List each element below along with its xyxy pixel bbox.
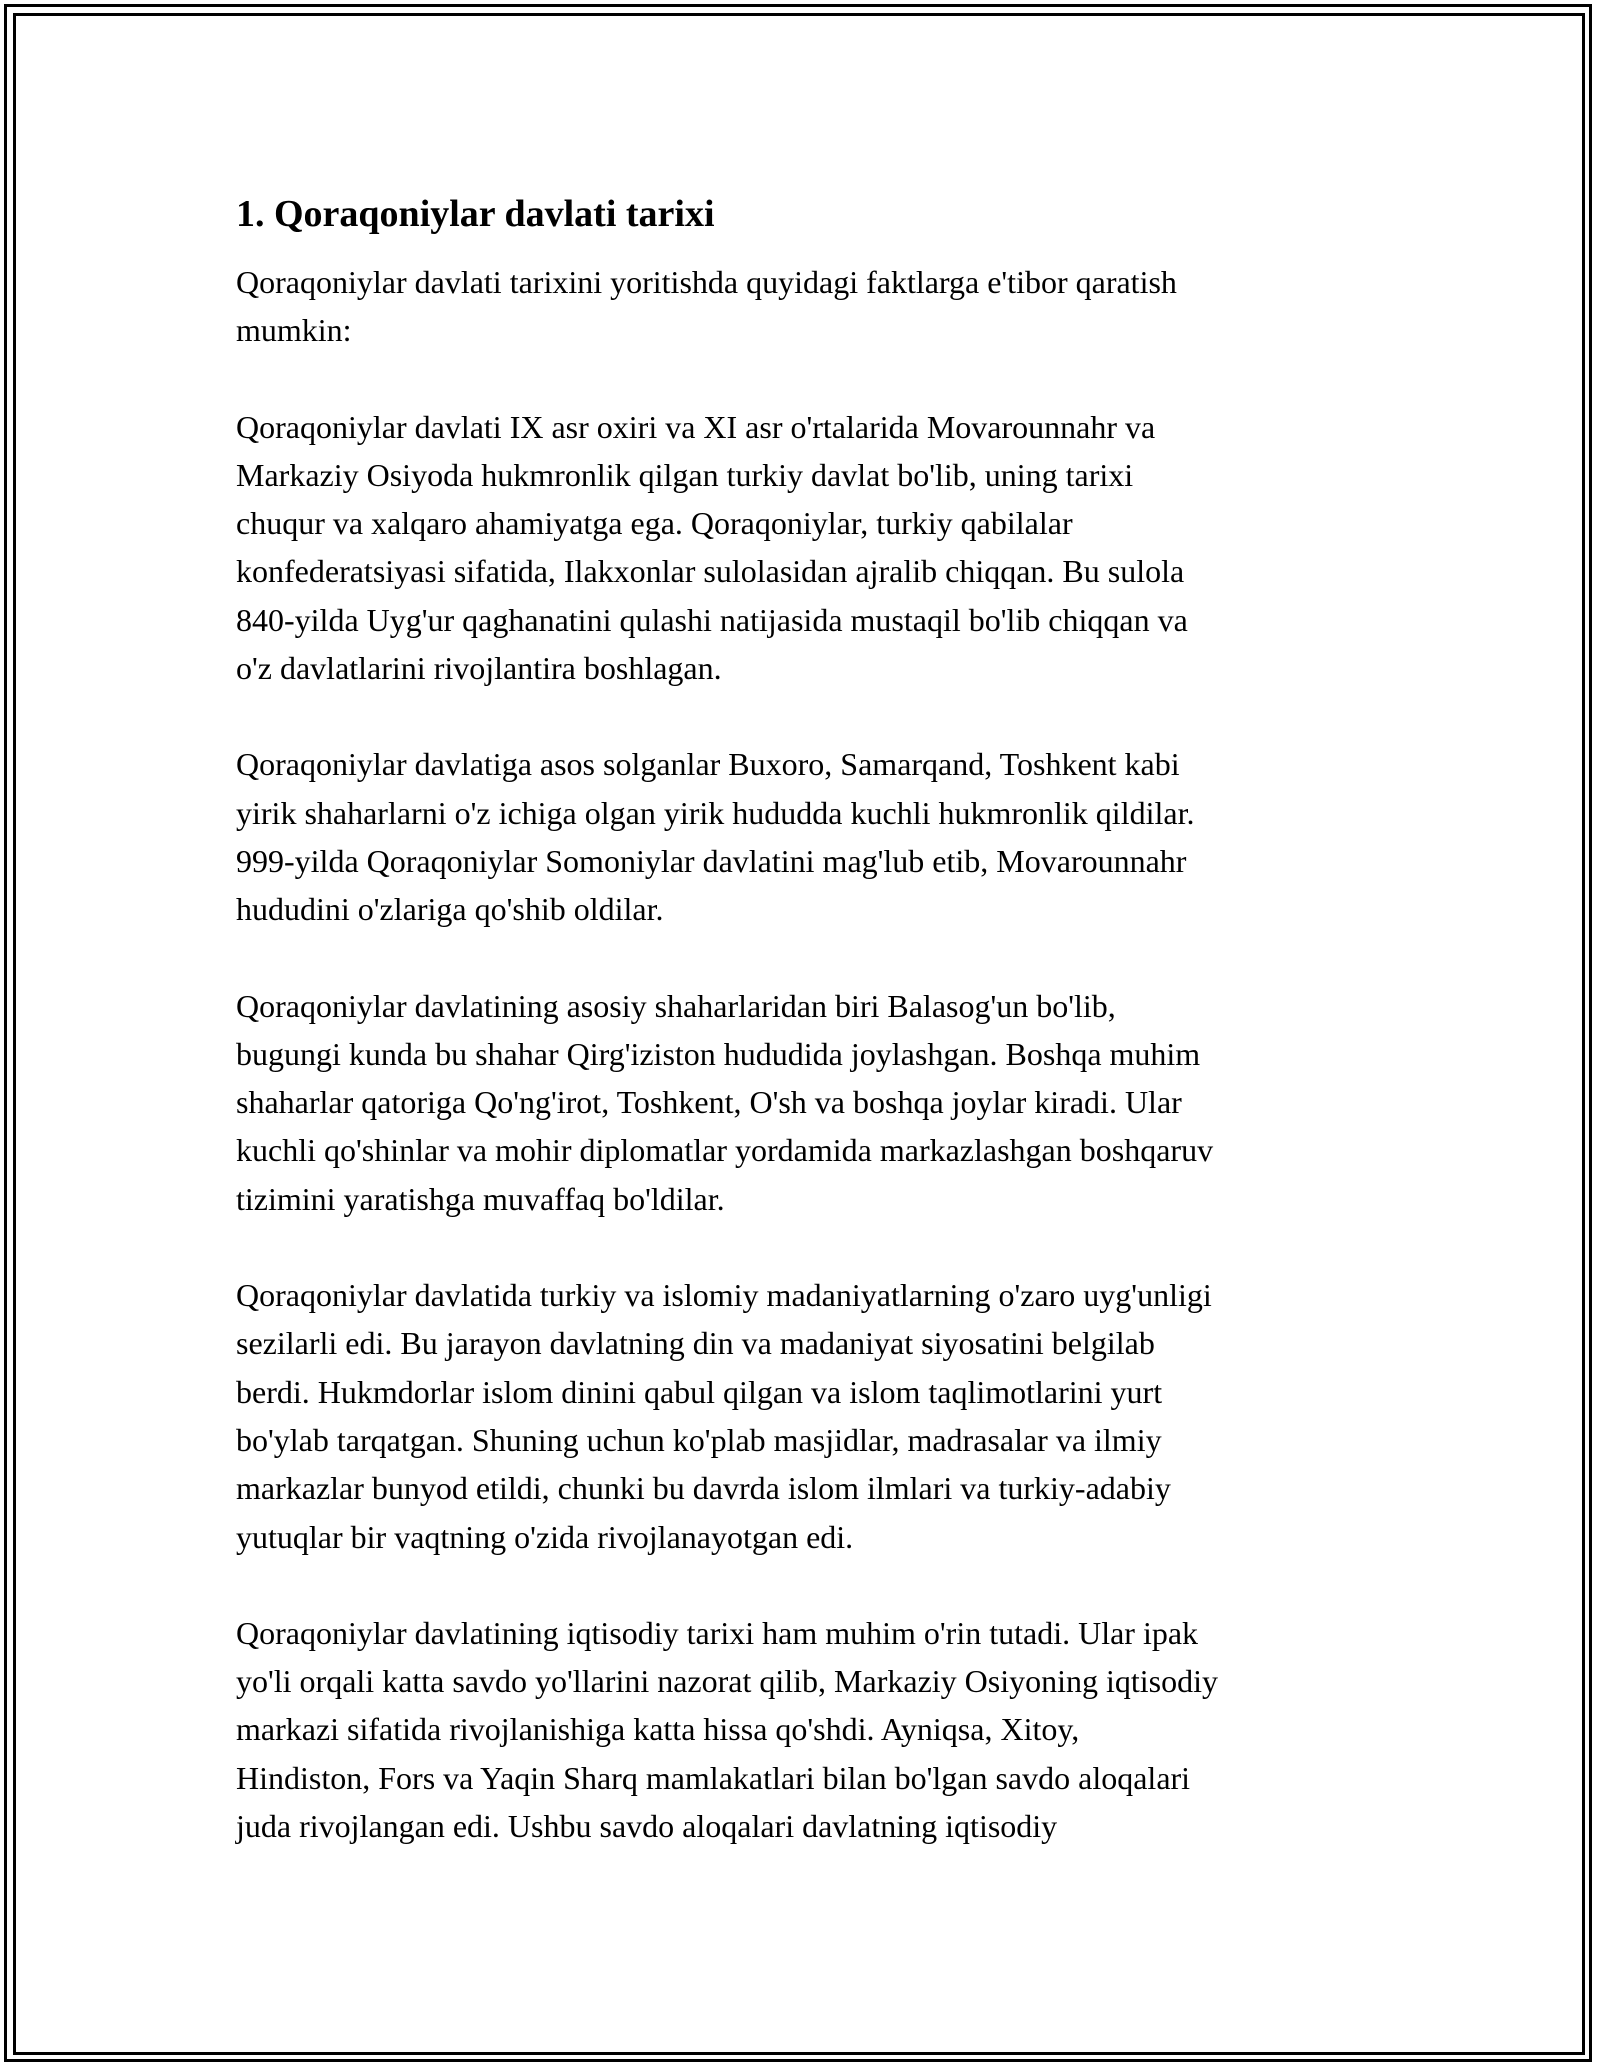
paragraph-line: tizimini yaratishga muvaffaq bo'ldilar. <box>236 1180 725 1217</box>
paragraph <box>236 1609 1376 1850</box>
paragraph-line: Qoraqoniylar davlatining iqtisodiy tarixi ham muhim o'rin tutadi. Ular ipak <box>236 1614 1199 1651</box>
paragraph-line: Qoraqoniylar davlati tarixini yoritishda quyidagi faktlarga e'tibor qaratish <box>236 264 1177 300</box>
paragraph <box>236 1271 1376 1561</box>
paragraph-line: berdi. Hukmdorlar islom dinini qabul qilgan va islom taqlimotlarini yurt <box>236 1373 1163 1410</box>
paragraph-line: chuqur va xalqaro ahamiyatga ega. Qoraqoniylar, turkiy qabilalar <box>236 505 1073 542</box>
paragraph-line: hududini o'zlariga qo'shib oldilar. <box>236 891 664 928</box>
paragraph-line: bugungi kunda bu shahar Qirg'iziston hududida joylashgan. Boshqa muhim <box>236 1035 1201 1072</box>
paragraph-line: konfederatsiyasi sifatida, Ilakxonlar sulolasidan ajralib chiqqan. Bu sulola <box>236 553 1185 590</box>
paragraph-line: Markaziy Osiyoda hukmronlik qilgan turkiy davlat bo'lib, uning tarixi <box>236 456 1134 493</box>
section-heading: 1. Qoraqoniylar davlati tarixi <box>236 193 715 235</box>
paragraph-line: yirik shaharlarni o'z ichiga olgan yirik hududda kuchli hukmronlik qildilar. <box>236 794 1195 831</box>
paragraph-line: shaharlar qatoriga Qo'ng'irot, Toshkent, O'sh va boshqa joylar kiradi. Ular <box>236 1084 1182 1121</box>
paragraph-line: Qoraqoniylar davlati IX asr oxiri va XI asr o'rtalarida Movarounnahr va <box>236 408 1156 445</box>
paragraph-line: Hindiston, Fors va Yaqin Sharq mamlakatlari bilan bo'lgan savdo aloqalari <box>236 1759 1191 1796</box>
paragraph-line: bo'ylab tarqatgan. Shuning uchun ko'plab masjidlar, madrasalar va ilmiy <box>236 1421 1162 1458</box>
paragraph <box>236 982 1376 1223</box>
paragraph-line: Qoraqoniylar davlatining asosiy shaharlaridan biri Balasog'un bo'lib, <box>236 987 1116 1024</box>
paragraph-line: juda rivojlangan edi. Ushbu savdo aloqalari davlatning iqtisodiy <box>236 1808 1058 1845</box>
paragraph-line: mumkin: <box>236 312 352 349</box>
paragraph <box>236 740 1376 933</box>
paragraph-line: yo'li orqali katta savdo yo'llarini nazorat qilib, Markaziy Osiyoning iqtisodiy <box>236 1663 1219 1700</box>
paragraph-line: 840-yilda Uyg'ur qaghanatini qulashi natijasida mustaqil bo'lib chiqqan va <box>236 601 1188 638</box>
paragraph-line: markazlar bunyod etildi, chunki bu davrda islom ilmlari va turkiy-adabiy <box>236 1470 1171 1507</box>
paragraph-line: kuchli qo'shinlar va mohir diplomatlar yordamida markazlashgan boshqaruv <box>236 1132 1214 1169</box>
paragraph-line: o'z davlatlarini rivojlantira boshlagan. <box>236 650 722 687</box>
paragraph <box>236 403 1376 693</box>
paragraph-line: 999-yilda Qoraqoniylar Somoniylar davlatini mag'lub etib, Movarounnahr <box>236 842 1187 879</box>
paragraph <box>236 258 1376 355</box>
paragraph-line: markazi sifatida rivojlanishiga katta hissa qo'shdi. Ayniqsa, Xitoy, <box>236 1711 1080 1748</box>
paragraph-list <box>236 258 1376 1850</box>
document-body <box>236 188 1376 1898</box>
paragraph-line: sezilarli edi. Bu jarayon davlatning din va madaniyat siyosatini belgilab <box>236 1325 1155 1362</box>
paragraph-line: yutuqlar bir vaqtning o'zida rivojlanayotgan edi. <box>236 1518 854 1555</box>
paragraph-line: Qoraqoniylar davlatida turkiy va islomiy madaniyatlarning o'zaro uyg'unligi <box>236 1277 1212 1314</box>
paragraph-line: Qoraqoniylar davlatiga asos solganlar Buxoro, Samarqand, Toshkent kabi <box>236 746 1180 783</box>
